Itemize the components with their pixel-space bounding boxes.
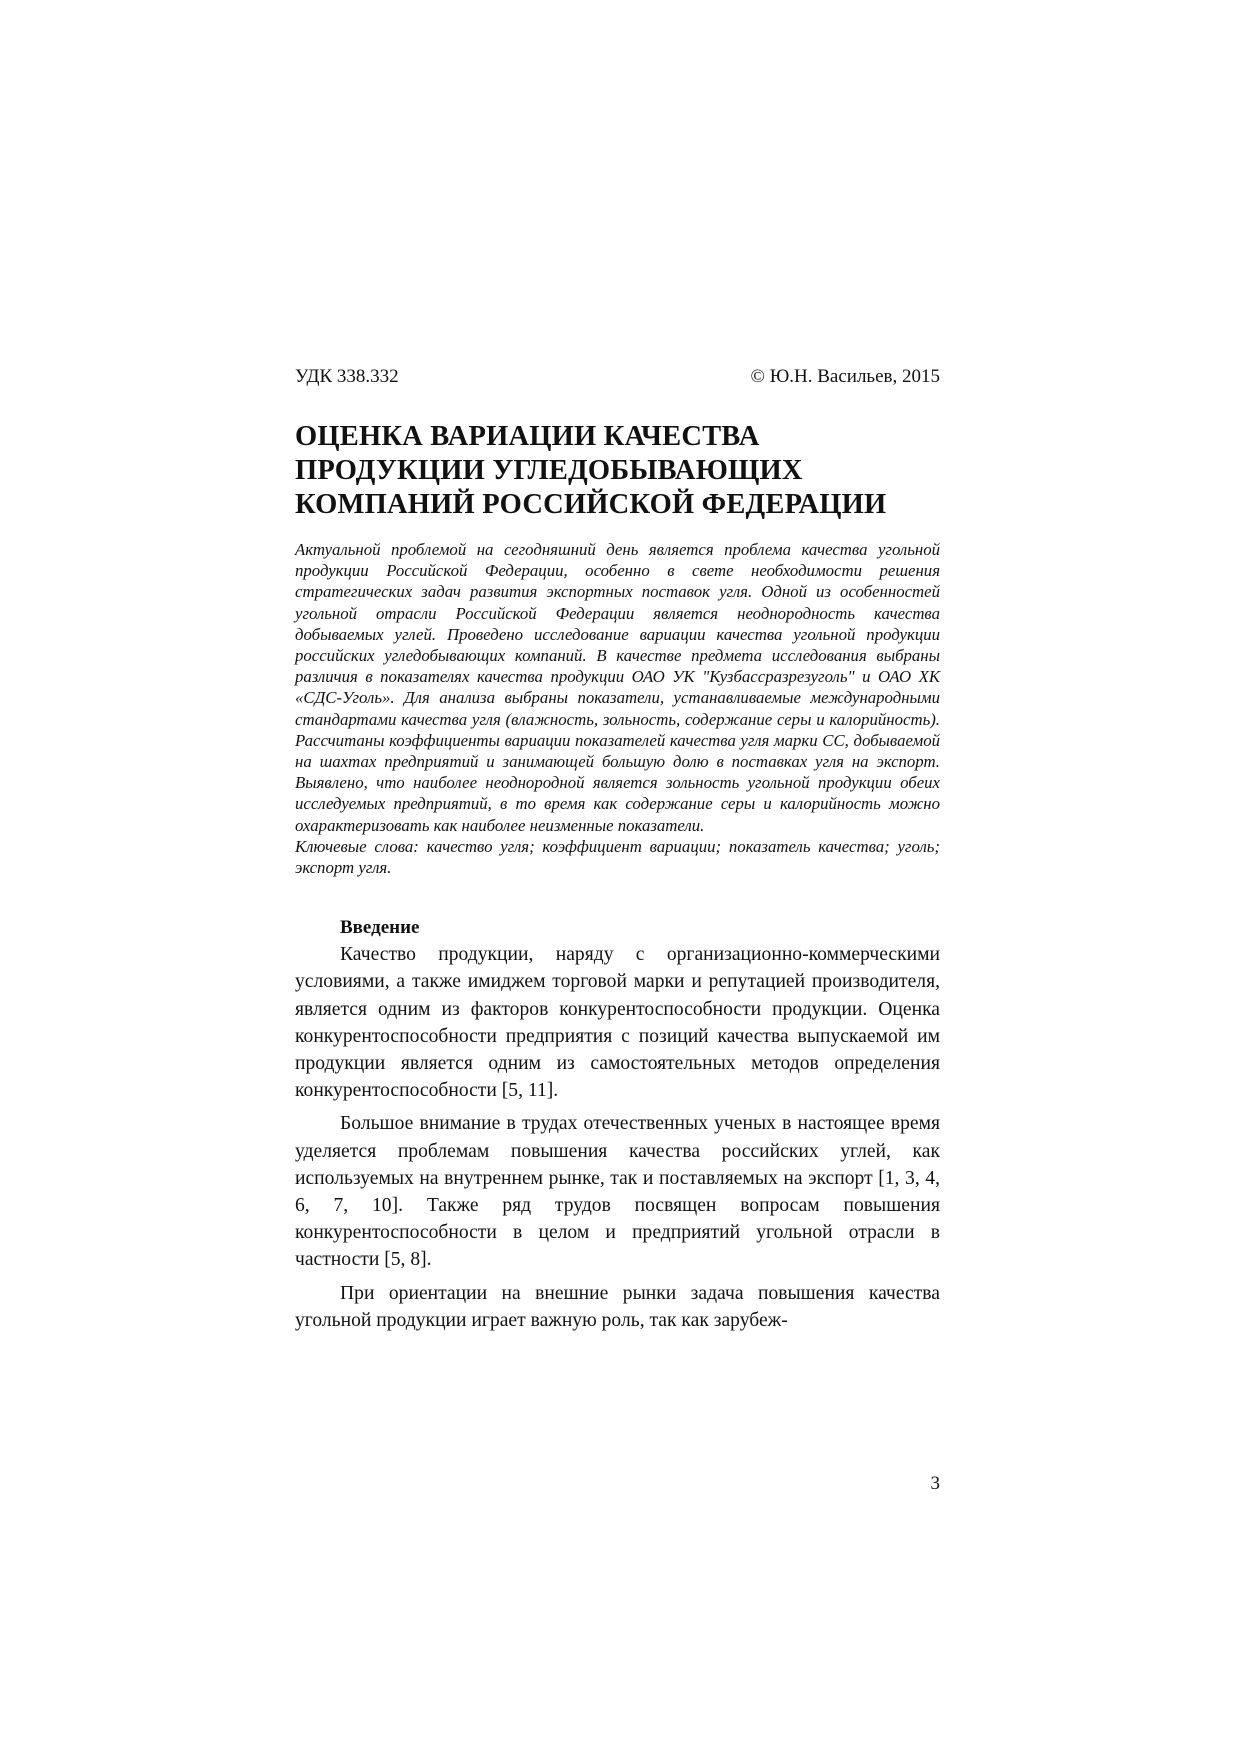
copyright-notice: © Ю.Н. Васильев, 2015 [750,366,940,387]
body-paragraph: Большое внимание в трудах отечественных ученых в настоящее время уделяется проблемам повышения качества российских углей, как используемых на внутреннем рынке, так и поставляемых на экспорт [1, 3, 4, 6, 7, 10]. Также ряд трудов посвящен вопросам повышения конкурентоспособности в целом и предприятий угольной отрасли в частности [5, 8]. [295,1113,940,1271]
header-row [295,365,940,389]
section-heading-introduction: Введение [340,917,420,939]
udc-code: УДК 338.332 [295,366,399,387]
article-title [295,420,940,522]
abstract-text: Актуальной проблемой на сегодняшний день является проблема качества угольной продукции Российской Федерации, особенно в свете необходимости решения стратегических задач развития экспортных поставок угля. Одной из особенностей угольной отрасли Российской Федерации является неоднородность качества добываемых углей. Проведено исследование вариации качества угольной продукции российских угледобывающих компаний. В качестве предмета исследования выбраны различия в показателях качества продукции ОАО УК "Кузбассразрезуголь" и ОАО ХК «СДС-Уголь». Для анализа выбраны показатели, устанавливаемые международными стандартами качества угля (влажность, зольность, содержание серы и калорийность). Рассчитаны коэффициенты вариации показателей качества угля марки СС, добываемой на шахтах предприятий и занимающей большую долю в поставках угля на экспорт. Выявлено, что наиболее неоднородной является зольность угольной продукции обеих исследуемых предприятий, в то время как содержание серы и калорийность можно охарактеризовать как наиболее неизменные показатели. [295,540,940,835]
article-page [295,365,940,1334]
abstract [295,539,940,878]
title-line: ОЦЕНКА ВАРИАЦИИ КАЧЕСТВА [295,421,760,452]
title-line: ПРОДУКЦИИ УГЛЕДОБЫВАЮЩИХ [295,455,803,486]
body-paragraph: Качество продукции, наряду с организационно-коммерческими условиями, а также имиджем торговой марки и репутацией производителя, является одним из факторов конкурентоспособности продукции. Оценка конкурентоспособности предприятия с позиций качества выпускаемой им продукции является одним из самостоятельных методов определения конкурентоспособности [5, 11]. [295,944,940,1102]
title-line: КОМПАНИЙ РОССИЙСКОЙ ФЕДЕРАЦИИ [295,489,887,520]
body-paragraph: При ориентации на внешние рынки задача повышения качества угольной продукции играет важную роль, так как зарубеж- [295,1282,940,1331]
introduction-body [295,941,940,1334]
page-number: 3 [930,1473,940,1494]
keywords: Ключевые слова: качество угля; коэффициент вариации; показатель качества; уголь; экспорт угля. [295,836,940,878]
